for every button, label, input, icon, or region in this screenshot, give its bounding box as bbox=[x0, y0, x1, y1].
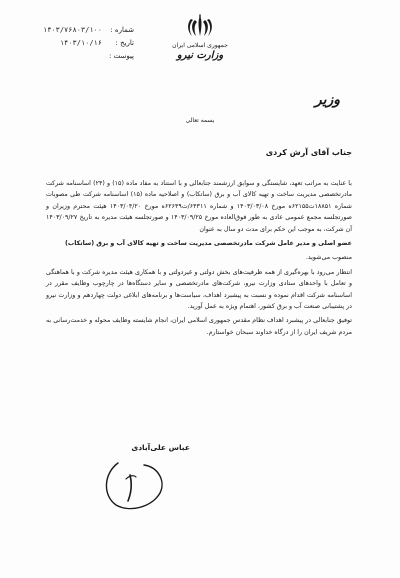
paragraph-appointed: منصوب می‌شوید. bbox=[305, 254, 352, 262]
paragraph-appointment: با عنایت به مراتب تعهد، شایستگی و سوابق ارزشمند جنابعالی و با استناد به مفاد ماده (۱۵) و (۲۴) اساسنامه شرکت مادرتخصصی مدیریت ساخت و تهیه کالای آب و برق (ساتکاب) و اصلاحیه ماده (۱۵) اساسنامه شرکت طی مصوبات شماره ۱۸۸۵۱ت۶۲۱۵۵ه مورخ ۱۴۰۳/۰۳/۰۸ و شماره ۶۴۳۱۱/ت۶۲۶۴۹ه مورخ ۱۴۰۳/۰۴/۲۰ هیئت محترم وزیران و صورتجلسه مجمع عمومی عادی به طور فوق‌العاده مورخ ۱۴۰۳/۰۹/۲۵ و صورتجلسه هیئت مدیره به تاریخ ۱۴۰۳/۰۹/۲۷ آن شرکت، به موجب این حکم برای مدت دو سال به عنوان bbox=[46, 180, 352, 233]
salutation: جناب آقای آرش کردی bbox=[265, 148, 352, 157]
paragraph-expectations: انتظار می‌رود با بهره‌گیری از همه ظرفیت‌های بخش دولتی و غیردولتی و با همکاری هیئت مدیره شرکت و با هماهنگی و تعامل با واحدهای ستادی وزارت نیرو، شرکت‌های مادرتخصصی و سایر دستگاه‌ها در چارچوب وظایف مقرر در اساسنامه شرکت اقدام نموده و نسبت به پیشبرد اهداف، سیاست‌ها و برنامه‌های ابلاغی دولت چهاردهم و وزارت نیرو در پشتیبانی صنعت آب و برق کشور، اهتمام ویژه به عمل آورید. bbox=[46, 268, 352, 311]
letter-attachment-label: پیوست : bbox=[109, 52, 134, 60]
letter-number-row bbox=[14, 24, 134, 37]
letter-body bbox=[46, 178, 352, 341]
paragraph-closing: توفیق جنابعالی در پیشبرد اهداف نظام مقدس جمهوری اسلامی ایران، انجام شایسته وظایف محوله و خدمت‌رسانی به مردم شریف ایران را از درگاه خداوند سبحان خواستارم. bbox=[46, 317, 352, 336]
letter-date-value: ۱۴۰۳/۱۰/۱۶ bbox=[59, 39, 102, 47]
ministry-name: وزارت نیرو bbox=[176, 50, 224, 61]
handwritten-signature bbox=[100, 455, 170, 515]
letter-number-value: ۱۴۰۳/۷۶۸۰۳/۱۰۰ bbox=[42, 26, 102, 34]
letter-number-label: شماره : bbox=[110, 26, 134, 34]
letterhead bbox=[168, 14, 232, 61]
government-name: جمهوری اسلامی ایران bbox=[172, 42, 228, 49]
signatory-name: عباس علی‌آبادی bbox=[131, 443, 190, 452]
letter-date-row bbox=[14, 37, 134, 50]
iran-emblem-icon bbox=[185, 14, 215, 40]
basmala: بسمه تعالی bbox=[185, 117, 215, 124]
letter-date-label: تاریخ : bbox=[115, 39, 134, 47]
letter-meta bbox=[14, 24, 134, 63]
paragraph-position: عضو اصلی و مدیر عامل شرکت مادرتخصصی مدیریت ساخت و تهیه کالای آب و برق (ساتکاب) bbox=[65, 240, 352, 248]
letter-attachment-row bbox=[14, 50, 134, 63]
letter-title: وزیر bbox=[314, 92, 340, 108]
